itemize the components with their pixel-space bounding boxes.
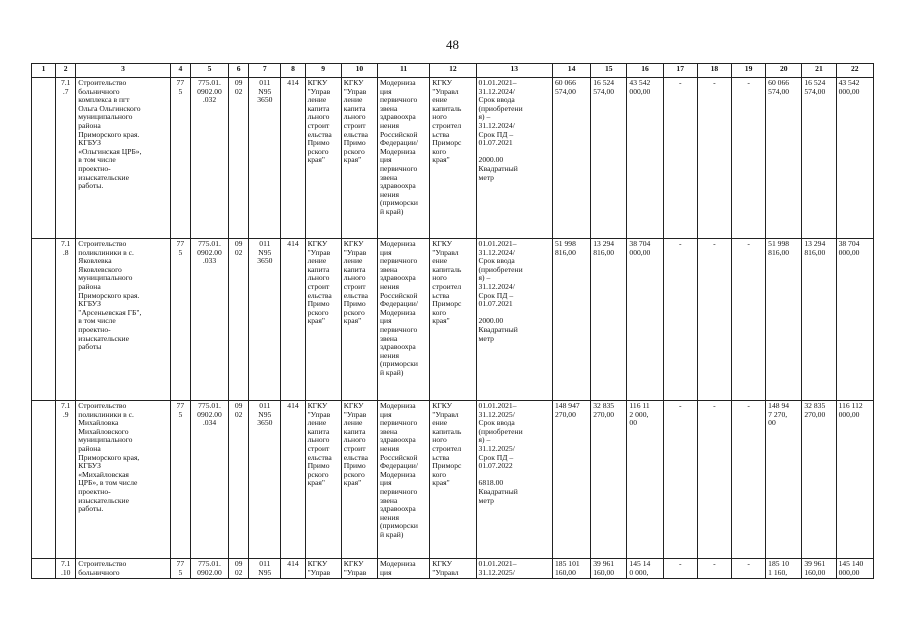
table-cell: 77 5 [170,401,190,559]
table-cell: 43 542 000,00 [836,78,873,239]
header-cell: 9 [305,64,341,78]
table-cell: - [731,239,765,401]
table-cell: 185 10 1 160, [766,559,802,579]
table-cell: КГКУ "Управ ление капита льного строит ельства Примо рского края" [305,401,341,559]
table-cell: 01.01.2021– 31.12.2025/ [476,559,552,579]
table-cell: 09 02 [229,401,249,559]
header-cell: 3 [76,64,171,78]
table-cell: 775.01. 0902.00 [190,559,228,579]
table-cell: Модерниза ция [377,559,429,579]
table-cell: КГКУ "Управл ение капиталь ного строител ьства Приморс кого края" [430,239,476,401]
table-cell: - [663,239,697,401]
table-cell: КГКУ "Управ ление капита льного строит ельства Примо рского края" [305,78,341,239]
table-cell: 011 N95 3650 [249,78,281,239]
table-cell: 16 524 574,00 [802,78,836,239]
table-cell: 7.1 .10 [56,559,76,579]
table-cell: 77 5 [170,239,190,401]
table-cell: 13 294 816,00 [591,239,627,401]
table-cell: 775.01. 0902.00 .032 [190,78,228,239]
table-cell: Модерниза ция первичного звена здравоохра нения Российской Федерации/ Модерниза ция первичного звена здравоохра нения (приморски й край) [377,401,429,559]
header-cell: 10 [341,64,377,78]
table-cell: 414 [281,559,305,579]
table-cell: 09 02 [229,239,249,401]
table-cell: КГКУ "Управ ление капита льного строит ельства Примо рского края" [341,78,377,239]
table-cell: - [731,401,765,559]
table-cell: 011 N95 [249,559,281,579]
table-cell: 7.1 .8 [56,239,76,401]
table-cell: 185 101 160,00 [552,559,590,579]
header-cell: 14 [552,64,590,78]
table-cell: 7.1 .7 [56,78,76,239]
table-cell: 414 [281,78,305,239]
table-cell [32,78,56,239]
table-cell: 7.1 .9 [56,401,76,559]
budget-table [31,63,874,579]
table-cell: 775.01. 0902.00 .033 [190,239,228,401]
table-cell: 09 02 [229,559,249,579]
header-cell: 6 [229,64,249,78]
header-cell: 21 [802,64,836,78]
table-cell: - [663,401,697,559]
table-cell: - [663,78,697,239]
table-cell: Строительство больничного [76,559,171,579]
table-cell [32,239,56,401]
table-cell: 43 542 000,00 [627,78,663,239]
header-cell: 18 [697,64,731,78]
header-cell: 5 [190,64,228,78]
table-cell: 32 835 270,00 [591,401,627,559]
table-cell: 32 835 270,00 [802,401,836,559]
table-cell: Модерниза ция первичного звена здравоохра нения Российской Федерации/ Модерниза ция первичного звена здравоохра нения (приморски й край) [377,78,429,239]
header-cell: 20 [766,64,802,78]
table-cell: 011 N95 3650 [249,401,281,559]
table-cell: 011 N95 3650 [249,239,281,401]
header-cell: 4 [170,64,190,78]
table-cell: Строительство поликлиники в с. Яковлевка Яковлевского муниципального района Приморского края. КГБУЗ "Арсеньевская ГБ", в том числе проектно- изыскательские работы [76,239,171,401]
table-cell: 775.01. 0902.00 .034 [190,401,228,559]
table-cell: 145 14 0 000, [627,559,663,579]
table-cell: 39 961 160,00 [591,559,627,579]
table-cell: - [663,559,697,579]
table-cell: Строительство больничного комплекса в пгт Ольга Ольгинского муниципального района Приморского края. КГБУЗ «Ольгинская ЦРБ», в том числе проектно- изыскательские работы. [76,78,171,239]
header-cell: 15 [591,64,627,78]
table-cell: 01.01.2021– 31.12.2024/ Срок ввода (приобретени я) – 31.12.2024/ Срок ПД – 01.07.2021 2000.00 Квадратный метр [476,78,552,239]
table-cell: 39 961 160,00 [802,559,836,579]
header-cell: 16 [627,64,663,78]
table-cell: 38 704 000,00 [627,239,663,401]
table-cell: 60 066 574,00 [766,78,802,239]
table-cell: КГКУ "Управл [430,559,476,579]
table-cell: 148 94 7 270, 00 [766,401,802,559]
table-cell: КГКУ "Управ [305,559,341,579]
table-cell: 414 [281,239,305,401]
header-cell: 11 [377,64,429,78]
header-cell: 19 [731,64,765,78]
table-cell: КГКУ "Управ [341,559,377,579]
table-cell: 77 5 [170,78,190,239]
table-cell: 51 998 816,00 [766,239,802,401]
header-cell: 7 [249,64,281,78]
table-cell: 51 998 816,00 [552,239,590,401]
table-cell: 01.01.2021– 31.12.2024/ Срок ввода (приобретени я) – 31.12.2024/ Срок ПД – 01.07.2021 2000.00 Квадратный метр [476,239,552,401]
table-cell: 77 5 [170,559,190,579]
table-cell: 414 [281,401,305,559]
table-cell: - [731,559,765,579]
table-cell: 60 066 574,00 [552,78,590,239]
table-row [32,78,874,239]
table-cell: 148 947 270,00 [552,401,590,559]
header-cell: 22 [836,64,873,78]
table-row [32,239,874,401]
page-number: 48 [446,37,459,52]
table-cell [32,401,56,559]
table-cell: КГКУ "Управл ение капиталь ного строител ьства Приморс кого края" [430,78,476,239]
table-cell: - [697,401,731,559]
header-cell: 1 [32,64,56,78]
header-cell: 17 [663,64,697,78]
header-cell: 2 [56,64,76,78]
header-cell: 8 [281,64,305,78]
table-cell: 13 294 816,00 [802,239,836,401]
table-row [32,559,874,579]
header-cell: 13 [476,64,552,78]
table-cell: КГКУ "Управ ление капита льного строит ельства Примо рского края" [305,239,341,401]
table-cell: 116 11 2 000, 00 [627,401,663,559]
table-cell: 116 112 000,00 [836,401,873,559]
table-cell: КГКУ "Управ ление капита льного строит ельства Примо рского края" [341,401,377,559]
table-row [32,401,874,559]
table-cell [32,559,56,579]
table-cell: 16 524 574,00 [591,78,627,239]
table-cell: - [731,78,765,239]
table-cell: Строительство поликлиники в с. Михайловка Михайловского муниципального района Приморского края, КГБУЗ «Михайловская ЦРБ», в том числе проектно- изыскательские работы. [76,401,171,559]
table-cell: 09 02 [229,78,249,239]
header-cell: 12 [430,64,476,78]
table-cell: - [697,239,731,401]
table-cell: КГКУ "Управ ление капита льного строит ельства Примо рского края" [341,239,377,401]
table-cell: 38 704 000,00 [836,239,873,401]
table-cell: - [697,78,731,239]
table-header-row [32,64,874,78]
table-cell: Модерниза ция первичного звена здравоохра нения Российской Федерации/ Модерниза ция первичного звена здравоохра нения (приморски й край) [377,239,429,401]
table-cell: 01.01.2021– 31.12.2025/ Срок ввода (приобретени я) – 31.12.2025/ Срок ПД – 01.07.2022 6818.00 Квадратный метр [476,401,552,559]
table-cell: 145 140 000,00 [836,559,873,579]
table-cell: - [697,559,731,579]
table-cell: КГКУ "Управл ение капиталь ного строител ьства Приморс кого края" [430,401,476,559]
